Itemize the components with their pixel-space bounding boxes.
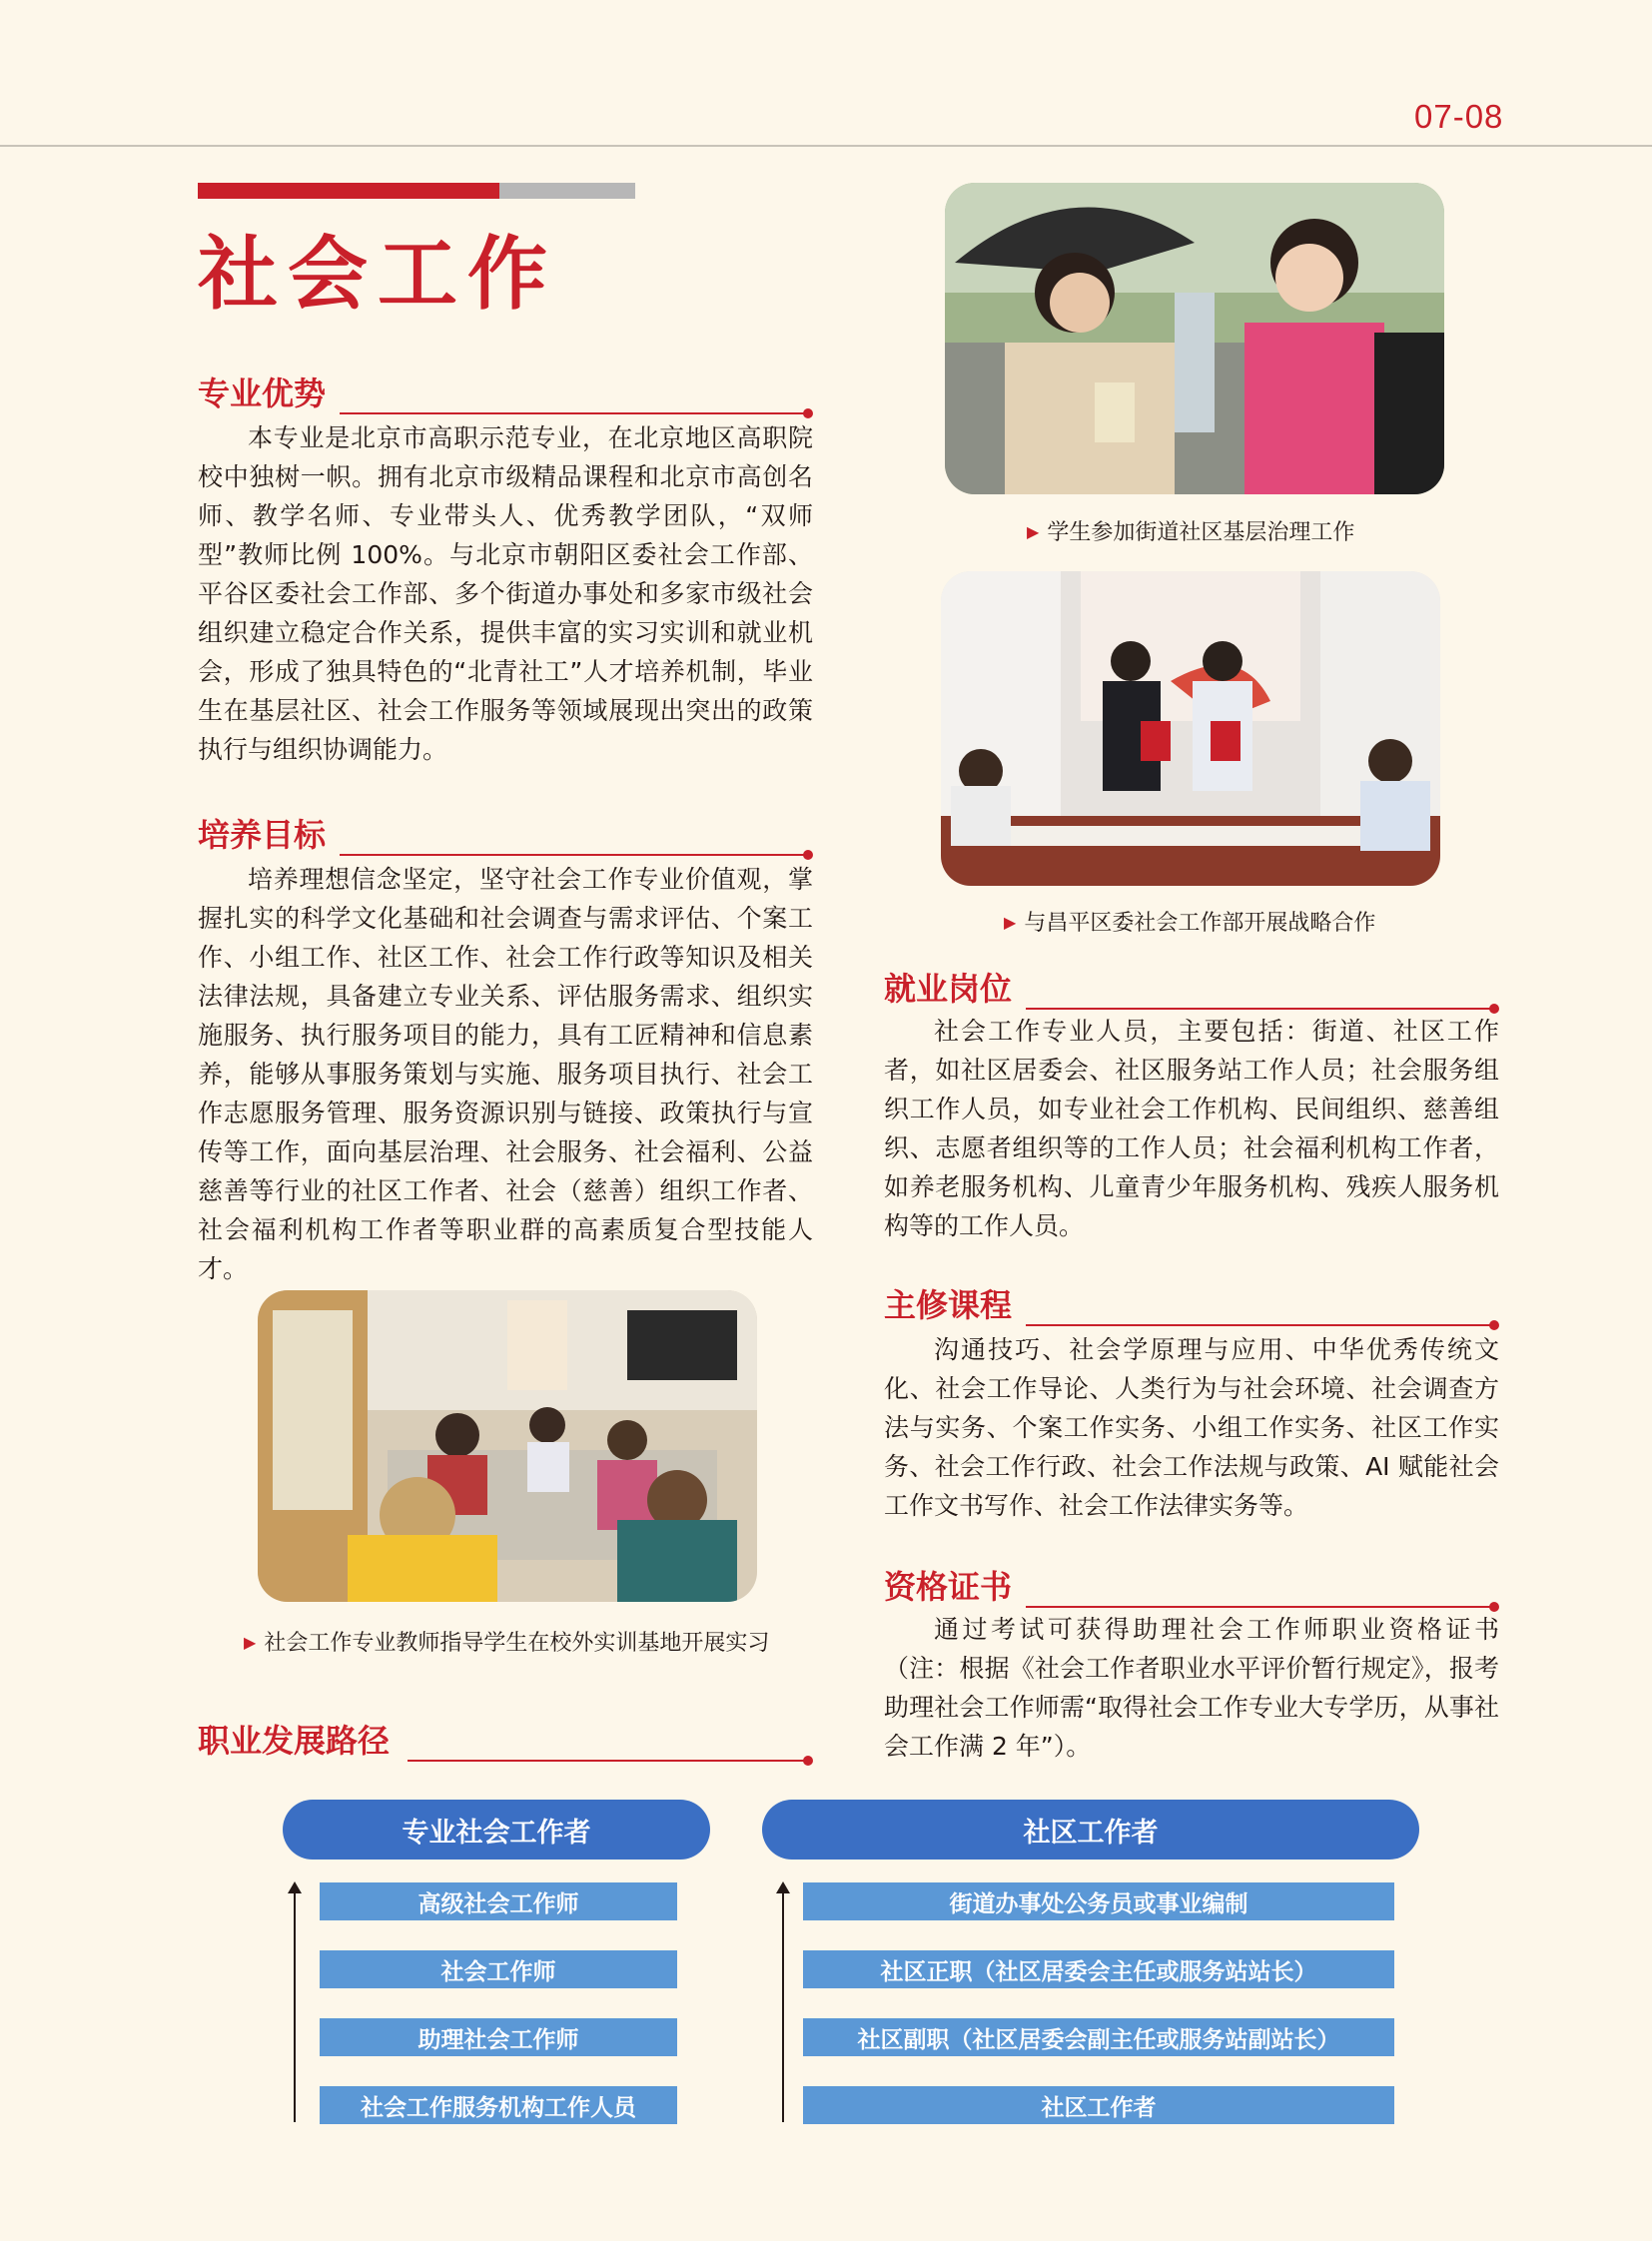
heading-dot — [1489, 1320, 1499, 1330]
caption-triangle-icon: ▶ — [244, 1633, 257, 1652]
section-heading-label: 主修课程 — [884, 1286, 1013, 1324]
caption-training-text: 社会工作专业教师指导学生在校外实训基地开展实习 — [264, 1631, 770, 1656]
advantage-text: 本专业是北京市高职示范专业，在北京地区高职院校中独树一帜。拥有北京市级精品课程和北京市高创名师、教学名师、专业带头人、优秀教学团队，“双师型”教师比例 100%。与北京市朝阳区委社会工作部、平谷区委社会工作部、多个街道办事处和多家市级社会组织建立稳定合作关系，提供丰富的实习实训和就业机会，形成了独具特色的“北青社工”人才培养机制，毕业生在基层社区、社会工作服务等领域展现出突出的政策执行与组织协调能力。 — [198, 423, 813, 764]
caption-street — [1027, 515, 1354, 546]
career-right-level-3: 社区副职（社区居委会副主任或服务站副站长） — [803, 2018, 1394, 2056]
career-left-level-2: 社会工作师 — [320, 1950, 677, 1988]
page-title: 社会工作 — [198, 228, 557, 321]
career-left-level-1: 高级社会工作师 — [320, 1882, 677, 1920]
section-heading-career — [198, 1716, 813, 1762]
career-left-level-4: 社会工作服务机构工作人员 — [320, 2086, 677, 2124]
caption-street-text: 学生参加街道社区基层治理工作 — [1047, 520, 1355, 545]
section-heading-courses — [884, 1280, 1499, 1326]
section-heading-jobs — [884, 964, 1499, 1010]
section-heading-certificate — [884, 1562, 1499, 1608]
heading-rule — [340, 854, 807, 856]
jobs-text: 社会工作专业人员，主要包括：街道、社区工作者，如社区居委会、社区服务站工作人员；社会服务组织工作人员，如专业社会工作机构、民间组织、慈善组织、志愿者组织等的工作人员；社会福利机构工作者，如养老服务机构、儿童青少年服务机构、残疾人服务机构等的工作人员。 — [884, 1017, 1499, 1240]
photo-training-image — [258, 1290, 757, 1602]
photo-signing-image — [941, 571, 1440, 886]
title-accent-bar — [198, 183, 499, 199]
photo-training — [258, 1290, 757, 1602]
caption-signing-text: 与昌平区委社会工作部开展战略合作 — [1024, 911, 1376, 936]
caption-training — [244, 1626, 769, 1657]
section-heading-label: 资格证书 — [884, 1568, 1013, 1606]
section-heading-label: 职业发展路径 — [198, 1722, 391, 1760]
header-divider — [0, 145, 1652, 147]
caption-triangle-icon: ▶ — [1004, 913, 1017, 932]
career-left-title: 专业社会工作者 — [283, 1800, 710, 1860]
career-right-level-2: 社区正职（社区居委会主任或服务站站长） — [803, 1950, 1394, 1988]
heading-dot — [803, 850, 813, 860]
career-right-title: 社区工作者 — [762, 1800, 1419, 1860]
heading-rule — [1026, 1324, 1493, 1326]
photo-street-image — [945, 183, 1444, 494]
photo-street — [945, 183, 1444, 494]
section-heading-label: 就业岗位 — [884, 970, 1013, 1008]
career-right-arrow-line — [782, 1890, 784, 2122]
title-accent-bar-grey — [499, 183, 635, 199]
arrow-up-icon — [288, 1881, 302, 1893]
page-number: 07-08 — [1414, 98, 1504, 135]
career-left-level-3: 助理社会工作师 — [320, 2018, 677, 2056]
heading-rule — [1026, 1606, 1493, 1608]
photo-signing — [941, 571, 1440, 886]
section-heading-advantage — [198, 369, 813, 414]
career-right-level-1: 街道办事处公务员或事业编制 — [803, 1882, 1394, 1920]
courses-text: 沟通技巧、社会学原理与应用、中华优秀传统文化、社会工作导论、人类行为与社会环境、社会调查方法与实务、个案工作实务、小组工作实务、社区工作实务、社会工作行政、社会工作法规与政策、AI 赋能社会工作文书写作、社会工作法律实务等。 — [884, 1335, 1499, 1520]
arrow-up-icon — [776, 1881, 790, 1893]
section-heading-goal — [198, 810, 813, 856]
heading-rule — [1026, 1008, 1493, 1010]
section-heading-label: 专业优势 — [198, 374, 327, 412]
goal-text: 培养理想信念坚定，坚守社会工作专业价值观，掌握扎实的科学文化基础和社会调查与需求评估、个案工作、小组工作、社区工作、社会工作行政等知识及相关法律法规，具备建立专业关系、评估服务需求、组织实施服务、执行服务项目的能力，具有工匠精神和信息素养，能够从事服务策划与实施、服务项目执行、社会工作志愿服务管理、服务资源识别与链接、政策执行与宣传等工作，面向基层治理、社会服务、社会福利、公益慈善等行业的社区工作者、社会（慈善）组织工作者、社会福利机构工作者等职业群的高素质复合型技能人才。 — [198, 865, 813, 1283]
caption-signing — [1004, 906, 1375, 937]
career-left-arrow-line — [294, 1890, 296, 2122]
certificate-text: 通过考试可获得助理社会工作师职业资格证书（注：根据《社会工作者职业水平评价暂行规定》，报考助理社会工作师需“取得社会工作专业大专学历，从事社会工作满 2 年”）。 — [884, 1615, 1499, 1761]
heading-dot — [803, 1756, 813, 1766]
career-right-level-4: 社区工作者 — [803, 2086, 1394, 2124]
caption-triangle-icon: ▶ — [1027, 522, 1040, 541]
heading-rule — [340, 412, 807, 414]
heading-dot — [803, 408, 813, 418]
section-heading-label: 培养目标 — [198, 816, 327, 854]
heading-rule — [408, 1760, 807, 1762]
